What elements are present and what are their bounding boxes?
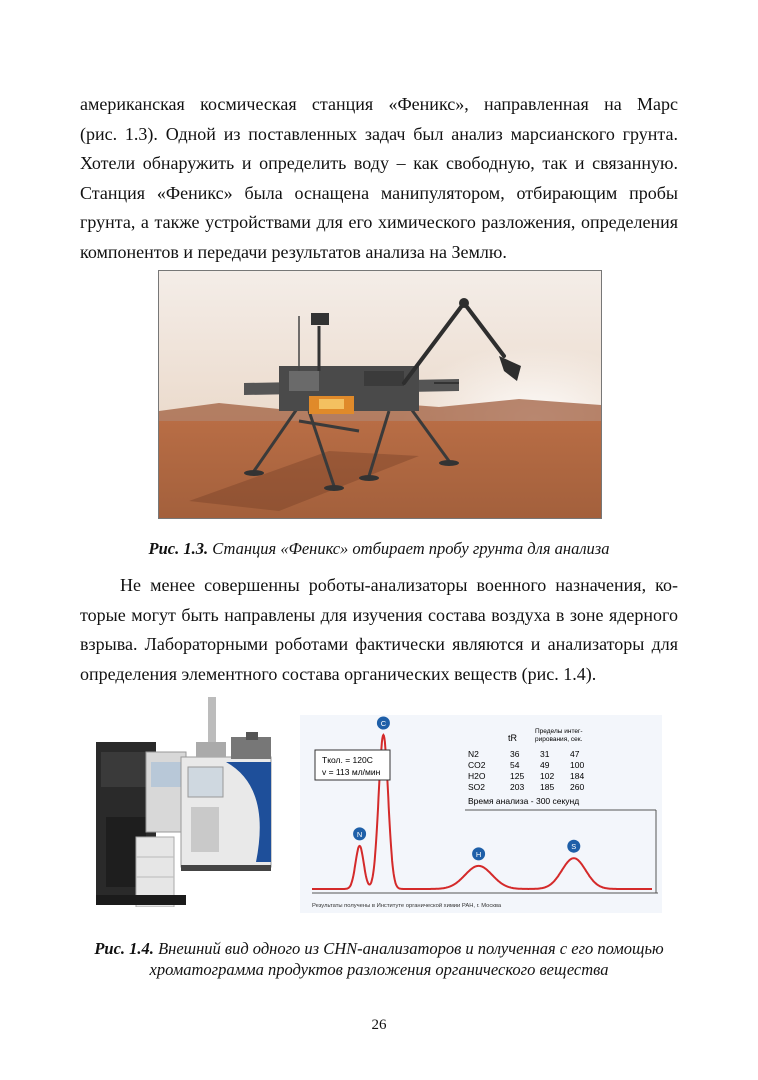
- caption-text: хроматограмма продуктов разложения органического вещества: [149, 960, 609, 979]
- peak-label: H: [475, 849, 482, 859]
- analysis-time-label: Время анализа - 300 секунд: [468, 796, 580, 806]
- table-cell: 47: [570, 749, 580, 759]
- chromatogram-chart: [300, 715, 662, 913]
- text-line: Станция «Феникс» была оснащена манипулятором, отбирающим пробы: [80, 182, 678, 203]
- chn-analyzer-image: [96, 697, 284, 907]
- table-cell: 102: [540, 771, 555, 781]
- table-cell: 184: [570, 771, 585, 781]
- caption-text: Внешний вид одного из CHN-анализаторов и полученная с его помощью: [153, 939, 664, 958]
- peak-label: N: [356, 829, 363, 839]
- table-cell: 100: [570, 760, 585, 770]
- text-line: американская космическая станция «Феникс», направленная на Марс: [80, 94, 678, 114]
- table-cell: 36: [510, 749, 520, 759]
- table-cell: 185: [540, 782, 555, 792]
- table-cell: N2: [468, 749, 479, 759]
- text-line: Хотели обнаружить и определить воду – как свободную, так и связанную.: [80, 153, 678, 173]
- table-cell: 260: [570, 782, 585, 792]
- table-cell: 31: [540, 749, 550, 759]
- text-line: (рис. 1.3). Одной из поставленных задач был анализ марсианского грунта.: [80, 123, 678, 144]
- chart-footnote: Результаты получены в Институте органической химии РАН, г. Москва: [312, 903, 502, 909]
- condition-temperature: Tкол. = 120C: [322, 755, 373, 765]
- peak-label: C: [380, 719, 387, 728]
- figure-1-3-caption: [60, 538, 698, 559]
- table-cell: 49: [540, 760, 550, 770]
- table-header-tr: tR: [508, 733, 517, 743]
- table-header-limits: рирования, сек.: [535, 736, 583, 743]
- text-line: компонентов и передачи результатов анализа на Землю.: [80, 241, 507, 262]
- peak-label: S: [571, 842, 577, 852]
- table-cell: 54: [510, 760, 520, 770]
- figure-1-4-caption: [60, 938, 698, 980]
- caption-text: Станция «Феникс» отбирает пробу грунта для анализа: [208, 539, 610, 558]
- table-cell: SO2: [468, 782, 486, 792]
- caption-label: Рис. 1.4.: [94, 939, 154, 958]
- table-header-limits: Пределы интег-: [535, 728, 583, 735]
- phoenix-lander-image: [158, 270, 602, 519]
- page-number: 26: [371, 1017, 387, 1033]
- paragraph-2: [80, 571, 678, 689]
- text-line: взрыва. Лабораторными роботами фактически являются и анализаторы для: [80, 634, 678, 654]
- table-cell: 203: [510, 782, 525, 792]
- table-cell: 125: [510, 771, 525, 781]
- paragraph-1: [80, 90, 678, 267]
- text-line: торые могут быть направлены для изучения состава воздуха в зоне ядерного: [80, 604, 678, 625]
- condition-flow: v = 113 мл/мин: [322, 767, 381, 777]
- text-line: определения элементного состава органических веществ (рис. 1.4).: [80, 663, 597, 684]
- table-cell: H2O: [468, 771, 486, 781]
- table-cell: CO2: [468, 760, 486, 770]
- text-line: грунта, а также устройствами для его химического разложения, определения: [80, 212, 678, 232]
- caption-label: Рис. 1.3.: [148, 539, 209, 558]
- text-line: Не менее совершенны роботы-анализаторы военного назначения, ко-: [120, 575, 678, 595]
